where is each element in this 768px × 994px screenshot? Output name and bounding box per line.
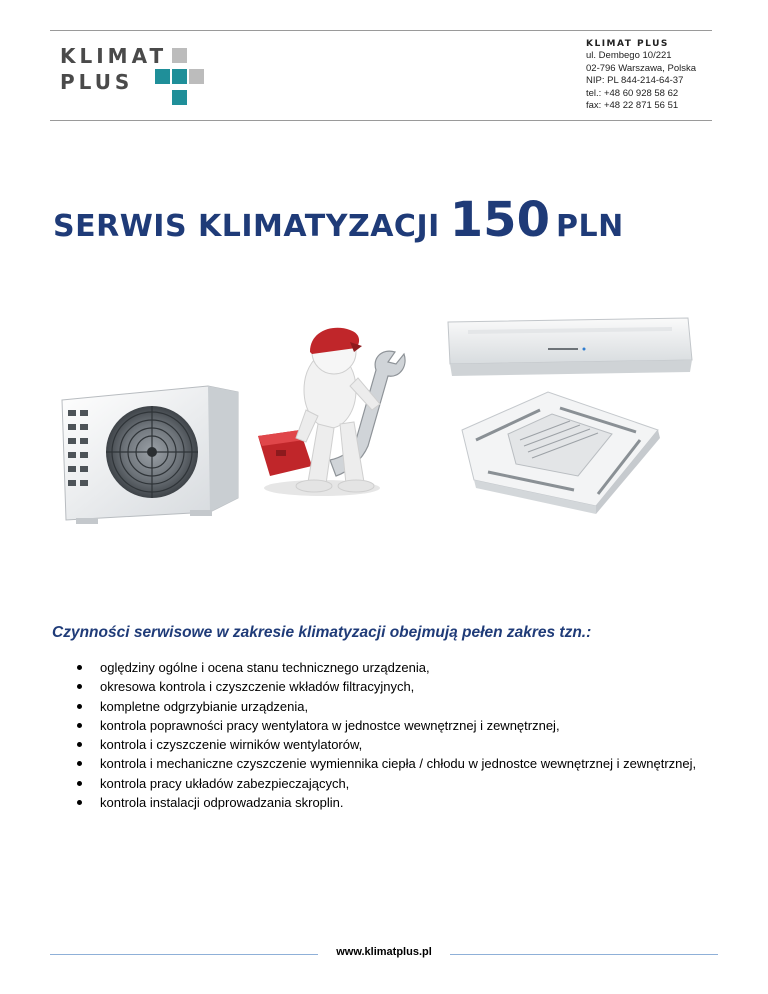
- company-city: 02-796 Warszawa, Polska: [586, 62, 697, 74]
- company-nip: NIP: PL 844-214-64-37: [586, 75, 684, 87]
- list-item: kontrola i czyszczenie wirników wentylatorów,: [60, 735, 700, 754]
- cassette-unit-icon: [462, 392, 660, 514]
- title-text: SERWIS KLIMATYZACJI: [53, 209, 440, 244]
- service-list: [60, 658, 700, 812]
- list-item: okresowa kontrola i czyszczenie wkładów filtracyjnych,: [60, 677, 700, 696]
- logo-square: [172, 90, 187, 105]
- page-title: [53, 192, 624, 248]
- header-top-rule: [50, 30, 712, 31]
- list-item: kontrola pracy układów zabezpieczających,: [60, 774, 700, 793]
- list-item: kontrola instalacji odprowadzania skroplin.: [60, 793, 700, 812]
- logo-square: [172, 69, 187, 84]
- list-item: kompletne odgrzybianie urządzenia,: [60, 697, 700, 716]
- company-street: ul. Dembego 10/221: [586, 50, 672, 62]
- logo-square: [189, 69, 204, 84]
- list-item: oględziny ogólne i ocena stanu technicznego urządzenia,: [60, 658, 700, 677]
- technician-with-wrench-icon: [258, 328, 405, 496]
- logo-square: [172, 48, 187, 63]
- footer-website-link[interactable]: www.klimatplus.pl: [336, 946, 432, 958]
- list-item: kontrola i mechaniczne czyszczenie wymiennika ciepła / chłodu w jednostce wewnętrznej i zewnętrznej,: [60, 754, 700, 773]
- logo-word-plus: PLUS: [60, 70, 134, 94]
- company-logo: [60, 40, 200, 112]
- price-currency: PLN: [555, 209, 624, 244]
- illustration: [0, 300, 768, 570]
- company-address: [586, 38, 696, 112]
- company-fax: fax: +48 22 871 56 51: [586, 100, 679, 112]
- logo-word-klimat: KLIMAT: [60, 44, 168, 68]
- logo-square: [155, 69, 170, 84]
- list-item: kontrola poprawności pracy wentylatora w jednostce wewnętrznej i zewnętrznej,: [60, 716, 700, 735]
- company-name: KLIMAT PLUS: [586, 39, 669, 49]
- outdoor-unit-icon: [62, 386, 238, 524]
- price-value: 150: [449, 192, 550, 248]
- footer-line-right: [450, 954, 718, 955]
- wall-split-unit-icon: [448, 318, 692, 376]
- company-tel: tel.: +48 60 928 58 62: [586, 87, 679, 99]
- header-bottom-rule: [50, 120, 712, 121]
- section-subtitle: Czynności serwisowe w zakresie klimatyzacji obejmują pełen zakres tzn.:: [52, 624, 592, 641]
